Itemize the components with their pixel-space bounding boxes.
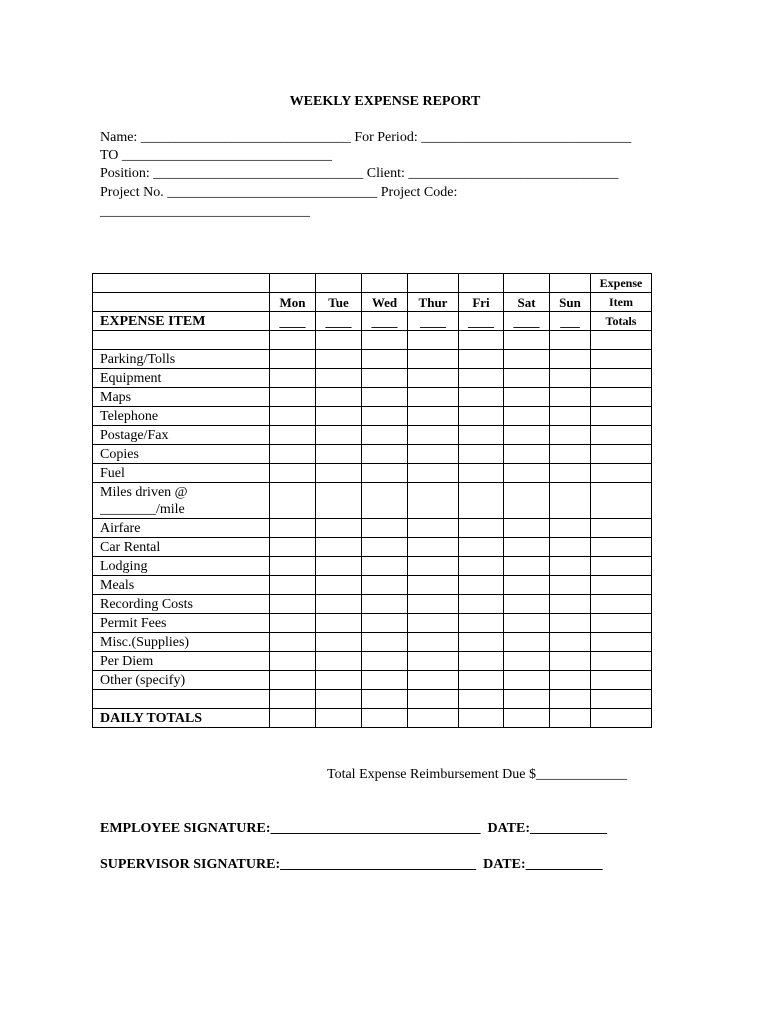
amount-cell[interactable] [504, 652, 550, 671]
expense-row [93, 576, 652, 595]
amount-cell[interactable] [270, 595, 316, 614]
day-tue: Tue [316, 293, 362, 312]
expense-row [93, 633, 652, 652]
amount-cell[interactable] [316, 557, 362, 576]
amount-cell[interactable] [591, 614, 652, 633]
spacer-row [93, 331, 652, 350]
amount-cell[interactable] [591, 407, 652, 426]
amount-cell[interactable] [459, 709, 504, 728]
expense-row [93, 652, 652, 671]
amount-cell[interactable] [591, 426, 652, 445]
day-sun: Sun [550, 293, 591, 312]
amount-cell[interactable] [591, 445, 652, 464]
amount-cell[interactable] [408, 538, 459, 557]
header-row-3 [93, 312, 652, 331]
amount-cell[interactable] [316, 519, 362, 538]
amount-cell[interactable] [316, 407, 362, 426]
amount-cell[interactable] [362, 464, 408, 483]
total-reimbursement-due[interactable]: Total Expense Reimbursement Due $_____________ [327, 767, 627, 782]
expense-item-label: Fuel [93, 464, 270, 483]
amount-cell[interactable] [316, 464, 362, 483]
amount-cell[interactable] [408, 407, 459, 426]
expense-row [93, 369, 652, 388]
amount-cell[interactable] [270, 633, 316, 652]
expense-item-label: Car Rental [93, 538, 270, 557]
amount-cell[interactable] [591, 671, 652, 690]
expense-row [93, 483, 652, 519]
daily-totals-row [93, 709, 652, 728]
amount-cell[interactable] [408, 464, 459, 483]
expense-item-label: Permit Fees [93, 614, 270, 633]
position-client-line[interactable]: Position: ______________________________ Client: ______________________________ [100, 166, 619, 181]
amount-cell[interactable] [459, 671, 504, 690]
amount-cell[interactable] [362, 350, 408, 369]
amount-cell[interactable] [362, 557, 408, 576]
amount-cell[interactable] [362, 538, 408, 557]
day-wed: Wed [362, 293, 408, 312]
amount-cell[interactable] [408, 595, 459, 614]
amount-cell[interactable] [504, 519, 550, 538]
amount-cell[interactable] [270, 445, 316, 464]
expense-item-label: Miles driven @ ________/mile [93, 483, 270, 519]
expense-row [93, 557, 652, 576]
amount-cell[interactable] [504, 464, 550, 483]
date-blank-sun[interactable]: ___ [550, 312, 591, 331]
amount-cell[interactable] [270, 709, 316, 728]
day-mon: Mon [270, 293, 316, 312]
amount-cell[interactable] [459, 350, 504, 369]
amount-cell[interactable] [459, 445, 504, 464]
date-blank-tue[interactable]: ____ [316, 312, 362, 331]
amount-cell[interactable] [591, 690, 652, 709]
spacer-row [93, 690, 652, 709]
amount-cell[interactable] [504, 426, 550, 445]
amount-cell[interactable] [550, 614, 591, 633]
expense-item-label: Other (specify) [93, 671, 270, 690]
amount-cell[interactable] [550, 671, 591, 690]
amount-cell[interactable] [408, 709, 459, 728]
expense-row [93, 519, 652, 538]
expense-row [93, 538, 652, 557]
amount-cell[interactable] [459, 483, 504, 519]
amount-cell[interactable] [362, 595, 408, 614]
amount-cell[interactable] [408, 633, 459, 652]
amount-cell[interactable] [408, 519, 459, 538]
amount-cell[interactable] [591, 519, 652, 538]
employee-signature-line[interactable]: EMPLOYEE SIGNATURE:______________________________ DATE:___________ [100, 821, 608, 836]
amount-cell[interactable] [408, 388, 459, 407]
amount-cell[interactable] [270, 671, 316, 690]
amount-cell[interactable] [459, 690, 504, 709]
amount-cell[interactable] [270, 652, 316, 671]
amount-cell[interactable] [316, 671, 362, 690]
amount-cell[interactable] [504, 709, 550, 728]
amount-cell[interactable] [459, 426, 504, 445]
amount-cell[interactable] [270, 690, 316, 709]
amount-cell[interactable] [504, 538, 550, 557]
amount-cell[interactable] [504, 445, 550, 464]
amount-cell[interactable] [316, 652, 362, 671]
expense-header: Expense [591, 274, 652, 293]
amount-cell[interactable] [591, 709, 652, 728]
amount-cell[interactable] [362, 407, 408, 426]
amount-cell[interactable] [270, 557, 316, 576]
supervisor-signature-line[interactable]: SUPERVISOR SIGNATURE:____________________________ DATE:___________ [100, 857, 603, 872]
amount-cell[interactable] [459, 407, 504, 426]
expense-row [93, 671, 652, 690]
expense-item-label: Equipment [93, 369, 270, 388]
expense-row [93, 426, 652, 445]
amount-cell[interactable] [316, 576, 362, 595]
amount-cell[interactable] [270, 350, 316, 369]
amount-cell[interactable] [270, 407, 316, 426]
amount-cell[interactable] [316, 614, 362, 633]
amount-cell[interactable] [591, 369, 652, 388]
amount-cell[interactable] [550, 595, 591, 614]
amount-cell[interactable] [504, 576, 550, 595]
amount-cell[interactable] [591, 350, 652, 369]
amount-cell[interactable] [270, 464, 316, 483]
amount-cell[interactable] [550, 652, 591, 671]
amount-cell[interactable] [316, 690, 362, 709]
expense-row [93, 388, 652, 407]
amount-cell[interactable] [408, 671, 459, 690]
amount-cell[interactable] [316, 633, 362, 652]
expense-item-label: Misc.(Supplies) [93, 633, 270, 652]
amount-cell[interactable] [459, 557, 504, 576]
amount-cell[interactable] [408, 350, 459, 369]
amount-cell[interactable] [591, 483, 652, 519]
amount-cell[interactable] [550, 464, 591, 483]
project-line[interactable]: Project No. ______________________________ Project Code: [100, 185, 458, 200]
amount-cell[interactable] [270, 576, 316, 595]
header-row-2 [93, 293, 652, 312]
amount-cell[interactable] [459, 369, 504, 388]
expense-item-label: Parking/Tolls [93, 350, 270, 369]
amount-cell[interactable] [504, 483, 550, 519]
amount-cell[interactable] [408, 369, 459, 388]
expense-item-label: Per Diem [93, 652, 270, 671]
amount-cell[interactable] [591, 576, 652, 595]
date-blank-fri[interactable]: ____ [459, 312, 504, 331]
date-blank-mon[interactable]: ____ [270, 312, 316, 331]
amount-cell[interactable] [504, 388, 550, 407]
amount-cell[interactable] [362, 519, 408, 538]
amount-cell[interactable] [550, 538, 591, 557]
amount-cell[interactable] [504, 407, 550, 426]
amount-cell[interactable] [550, 519, 591, 538]
amount-cell[interactable] [408, 690, 459, 709]
amount-cell[interactable] [591, 595, 652, 614]
amount-cell[interactable] [362, 369, 408, 388]
amount-cell[interactable] [270, 426, 316, 445]
amount-cell[interactable] [362, 709, 408, 728]
day-fri: Fri [459, 293, 504, 312]
amount-cell[interactable] [550, 709, 591, 728]
amount-cell[interactable] [504, 557, 550, 576]
amount-cell[interactable] [550, 633, 591, 652]
project-code-line[interactable]: ______________________________ [100, 204, 310, 219]
spacer-cell [93, 690, 270, 709]
day-thur: Thur [408, 293, 459, 312]
amount-cell[interactable] [362, 671, 408, 690]
expense-row [93, 350, 652, 369]
amount-cell[interactable] [316, 445, 362, 464]
expense-item-label: Lodging [93, 557, 270, 576]
amount-cell[interactable] [362, 576, 408, 595]
day-sat: Sat [504, 293, 550, 312]
amount-cell[interactable] [270, 483, 316, 519]
amount-cell[interactable] [270, 614, 316, 633]
amount-cell[interactable] [504, 690, 550, 709]
amount-cell[interactable] [408, 445, 459, 464]
amount-cell[interactable] [316, 426, 362, 445]
amount-cell[interactable] [459, 519, 504, 538]
expense-item-label: Meals [93, 576, 270, 595]
amount-cell[interactable] [504, 350, 550, 369]
amount-cell[interactable] [316, 483, 362, 519]
amount-cell[interactable] [270, 538, 316, 557]
date-blank-sat[interactable]: ____ [504, 312, 550, 331]
amount-cell[interactable] [459, 652, 504, 671]
amount-cell[interactable] [591, 652, 652, 671]
amount-cell[interactable] [591, 464, 652, 483]
amount-cell[interactable] [362, 426, 408, 445]
amount-cell[interactable] [408, 426, 459, 445]
amount-cell[interactable] [550, 388, 591, 407]
totals-header: Totals [591, 312, 652, 331]
amount-cell[interactable] [504, 369, 550, 388]
amount-cell[interactable] [316, 595, 362, 614]
amount-cell[interactable] [408, 576, 459, 595]
amount-cell[interactable] [459, 576, 504, 595]
amount-cell[interactable] [550, 407, 591, 426]
amount-cell[interactable] [550, 426, 591, 445]
item-header: Item [591, 293, 652, 312]
page-title: WEEKLY EXPENSE REPORT [289, 94, 481, 109]
amount-cell[interactable] [408, 483, 459, 519]
amount-cell[interactable] [550, 369, 591, 388]
date-blank-wed[interactable]: ____ [362, 312, 408, 331]
amount-cell[interactable] [316, 709, 362, 728]
amount-cell[interactable] [504, 671, 550, 690]
expense-item-label: Copies [93, 445, 270, 464]
amount-cell[interactable] [270, 388, 316, 407]
amount-cell[interactable] [362, 445, 408, 464]
amount-cell[interactable] [362, 633, 408, 652]
amount-cell[interactable] [591, 538, 652, 557]
amount-cell[interactable] [408, 614, 459, 633]
date-blank-thur[interactable]: ____ [408, 312, 459, 331]
amount-cell[interactable] [550, 557, 591, 576]
amount-cell[interactable] [459, 464, 504, 483]
amount-cell[interactable] [362, 614, 408, 633]
amount-cell[interactable] [504, 614, 550, 633]
amount-cell[interactable] [270, 519, 316, 538]
expense-row [93, 445, 652, 464]
amount-cell[interactable] [591, 633, 652, 652]
amount-cell[interactable] [550, 690, 591, 709]
expense-row [93, 464, 652, 483]
amount-cell[interactable] [459, 388, 504, 407]
amount-cell[interactable] [504, 633, 550, 652]
amount-cell[interactable] [550, 576, 591, 595]
amount-cell[interactable] [316, 369, 362, 388]
daily-totals-label: DAILY TOTALS [93, 709, 270, 728]
expense-row [93, 595, 652, 614]
amount-cell[interactable] [316, 350, 362, 369]
expense-row [93, 614, 652, 633]
expense-row [93, 407, 652, 426]
amount-cell[interactable] [591, 388, 652, 407]
amount-cell[interactable] [408, 652, 459, 671]
header-row-1 [93, 274, 652, 293]
amount-cell[interactable] [550, 483, 591, 519]
amount-cell[interactable] [591, 557, 652, 576]
expense-item-header: EXPENSE ITEM [93, 312, 270, 331]
amount-cell[interactable] [408, 557, 459, 576]
expense-item-label: Postage/Fax [93, 426, 270, 445]
amount-cell[interactable] [459, 595, 504, 614]
amount-cell[interactable] [550, 350, 591, 369]
expense-table [92, 273, 652, 728]
amount-cell[interactable] [459, 614, 504, 633]
amount-cell[interactable] [316, 538, 362, 557]
amount-cell[interactable] [459, 633, 504, 652]
amount-cell[interactable] [362, 690, 408, 709]
amount-cell[interactable] [362, 483, 408, 519]
amount-cell[interactable] [504, 595, 550, 614]
expense-item-label: Maps [93, 388, 270, 407]
amount-cell[interactable] [270, 369, 316, 388]
amount-cell[interactable] [550, 445, 591, 464]
amount-cell[interactable] [459, 538, 504, 557]
expense-item-label: Recording Costs [93, 595, 270, 614]
expense-item-label: Telephone [93, 407, 270, 426]
name-period-line[interactable]: Name: ______________________________ For Period: ______________________________ [100, 130, 632, 145]
expense-item-label: Airfare [93, 519, 270, 538]
amount-cell[interactable] [362, 652, 408, 671]
amount-cell[interactable] [316, 388, 362, 407]
to-line[interactable]: TO ______________________________ [100, 148, 332, 163]
amount-cell[interactable] [362, 388, 408, 407]
